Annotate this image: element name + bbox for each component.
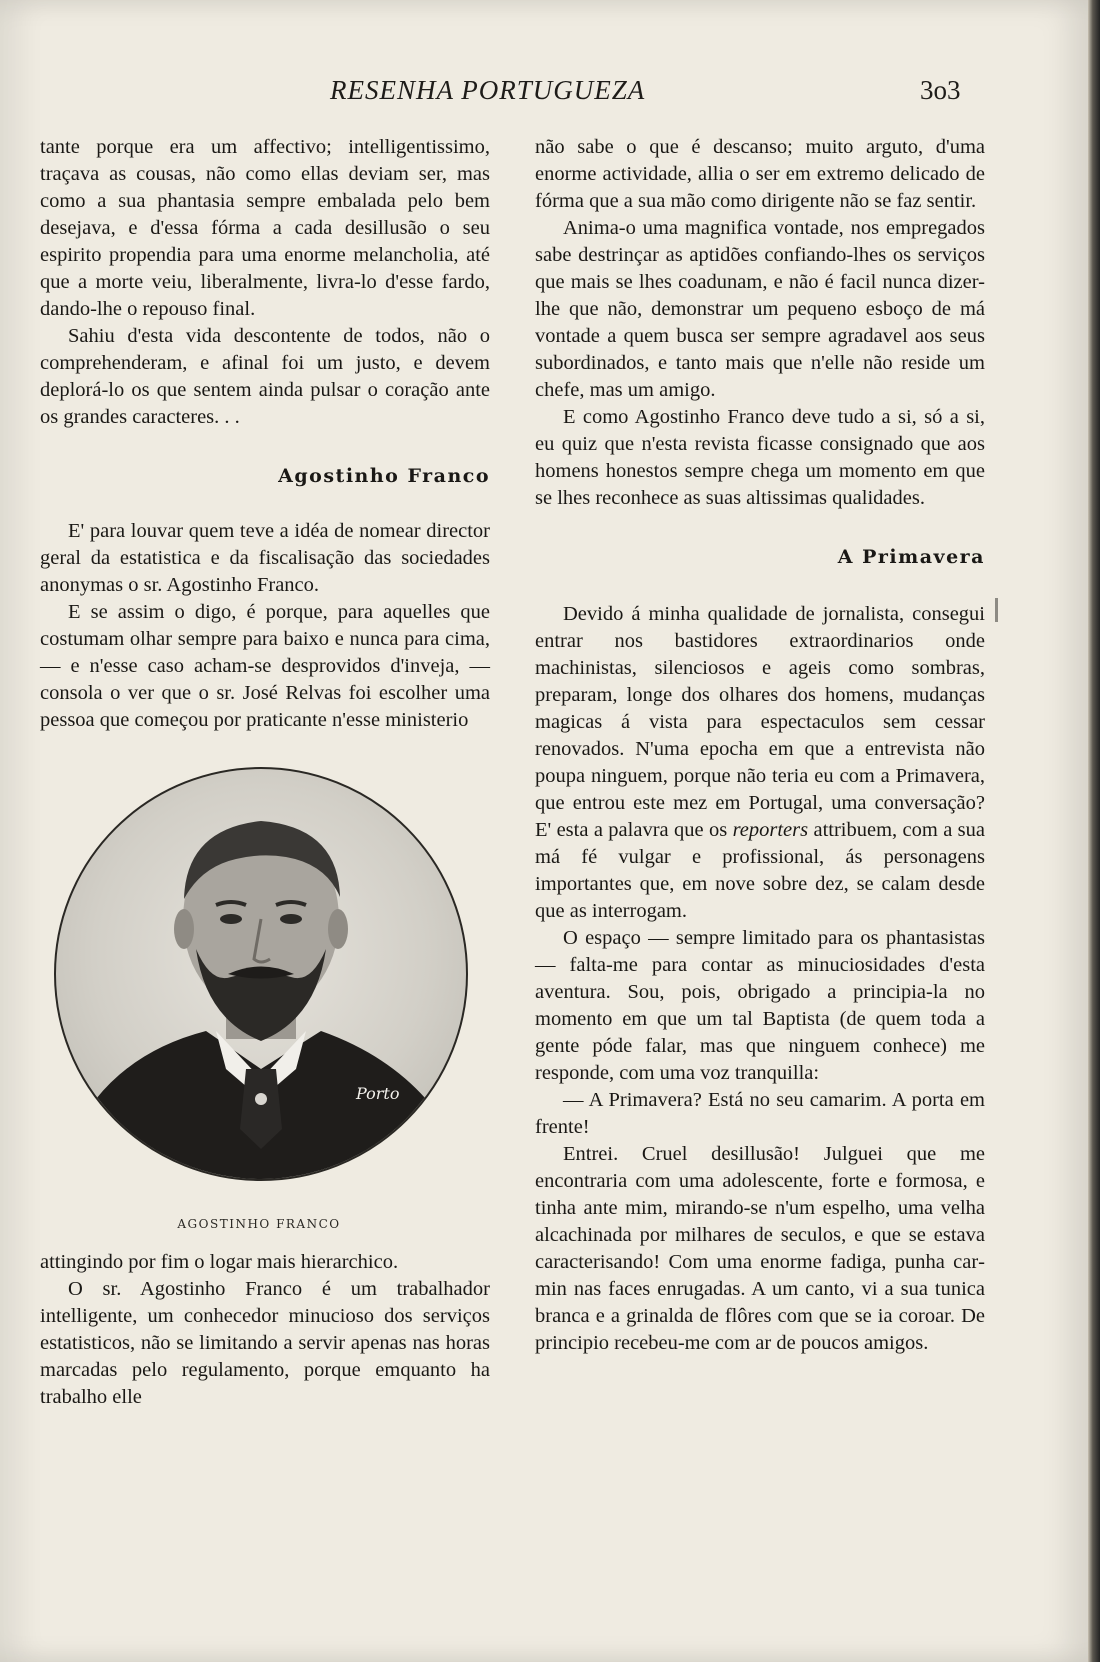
text-run: Devido á minha qualidade de jornalista, consegui entrar nos bastidores extraordinarios onde machinistas, silenciosos e ageis como sombras, preparam, longe dos olhares dos homens, mudanças magicas á vista para espectaculos sem cessar renovados. N'uma epocha em que a entrevista não poupa ninguem, porque não teria eu com a Primavera, que entrou este mez em Portugal, uma conversação? E' esta a palavra que os (535, 603, 985, 841)
paragraph: attingindo por fim o logar mais hierarchico. (40, 1251, 399, 1273)
paragraph: E se assim o digo, é porque, para aquelles que costumam olhar sempre para baixo e nunca para cima,— e n'esse caso acham-se desprovidos d'inveja, — consola o ver que o sr. José Relvas foi escolher uma pessoa que começou por praticante n'esse ministerio (40, 601, 490, 731)
right-column (535, 134, 985, 1357)
portrait-illustration (56, 769, 466, 1179)
portrait-photo (54, 767, 468, 1181)
page-number: 3o3 (920, 75, 961, 105)
italic-word: reporters (732, 819, 809, 841)
page-header (0, 75, 1088, 115)
paragraph: Entrei. Cruel desillusão! Julguei que me encontraria com uma adolescente, forte e formosa, e tinha ante mim, mirando-se n'um espelho, uma velha alcachinada por milhares de seculos, e que se estava caracterisando! Com uma enorme fadiga, punha carmin nas faces enrugadas. A um canto, vi a sua tunica branca e a grinalda de flôres com que se ia coroar. De principio recebeu-me com ar de poucos amigos. (535, 1143, 985, 1354)
section-title-agostinho-franco: Agostinho Franco (278, 465, 490, 487)
running-title: RESENHA PORTUGUEZA (330, 75, 646, 105)
portrait-caption: AGOSTINHO FRANCO (177, 1217, 341, 1231)
book-binding-edge (1088, 0, 1100, 1662)
svg-text:Porto: Porto (356, 1084, 400, 1103)
paragraph: Anima-o uma magnifica vontade, nos empregados sabe destrinçar as aptidões confiando-lhes os serviços que mais se lhes coadunam, e não é facil nunca dizer-lhe que não, demonstrar um pequeno esboço de má vontade a quem busca ser sempre agradavel aos seus subordinados, e tanto mais que n'elle não reside um chefe, mas um amigo. (535, 217, 985, 401)
section-title-a-primavera: A Primavera (837, 546, 985, 568)
text-run: attribuem, com a sua má fé vulgar e profissional, ás personagens importantes que, em nove sobre dez, se calam desde que as interrogam. (535, 819, 985, 922)
print-mark (995, 598, 998, 622)
paragraph: tante porque era um affectivo; intelligentissimo, traçava as cousas, não como ellas deviam ser, mas como a sua phantasia sempre embalada pelo bem desejava, e d'essa fórma a cada desillusão o seu espirito propendia para uma enorme melancholia, até que a morte veiu, liberalmente, livra-lo d'esse fardo, dando-lhe o repouso final. (40, 136, 490, 320)
paragraph: Sahiu d'esta vida descontente de todos, não o comprehenderam, e afinal foi um justo, e devem deplorá-lo os que sentem ainda pulsar o coração ante os grandes caracteres. . . (40, 325, 490, 428)
portrait-figure (40, 734, 490, 1249)
paragraph: não sabe o que é descanso; muito arguto, d'uma enorme actividade, allia o ser em extremo delicado de fórma que a sua mão como dirigente não se faz sentir. (535, 136, 985, 212)
paragraph (535, 601, 985, 925)
dialogue-line: — A Primavera? Está no seu camarim. A porta em frente! (535, 1089, 985, 1138)
left-column (40, 134, 490, 1411)
paragraph: O espaço — sempre limitado para os phantasistas — falta-me para contar as minuciosidades d'esta aventura. Sou, pois, obrigado a principia-la no momento em que um tal Baptista (de quem toda a gente póde falar, mas que ninguem conhece) me responde, com uma voz tranquilla: (535, 927, 985, 1084)
paragraph: E' para louvar quem teve a idéa de nomear director geral da estatistica e da fiscalisação das sociedades anonymas o sr. Agostinho Franco. (40, 520, 490, 596)
paragraph: E como Agostinho Franco deve tudo a si, só a si, eu quiz que n'esta revista ficasse consignado que aos homens honestos sempre chega um momento em que se lhes reconhece as suas altissimas qualidades. (535, 406, 985, 509)
paragraph: O sr. Agostinho Franco é um trabalhador intelligente, um conhecedor minucioso dos serviços estatisticos, não se limitando a servir apenas nas horas marcadas pelo regulamento, porque emquanto ha trabalho elle (40, 1278, 490, 1408)
